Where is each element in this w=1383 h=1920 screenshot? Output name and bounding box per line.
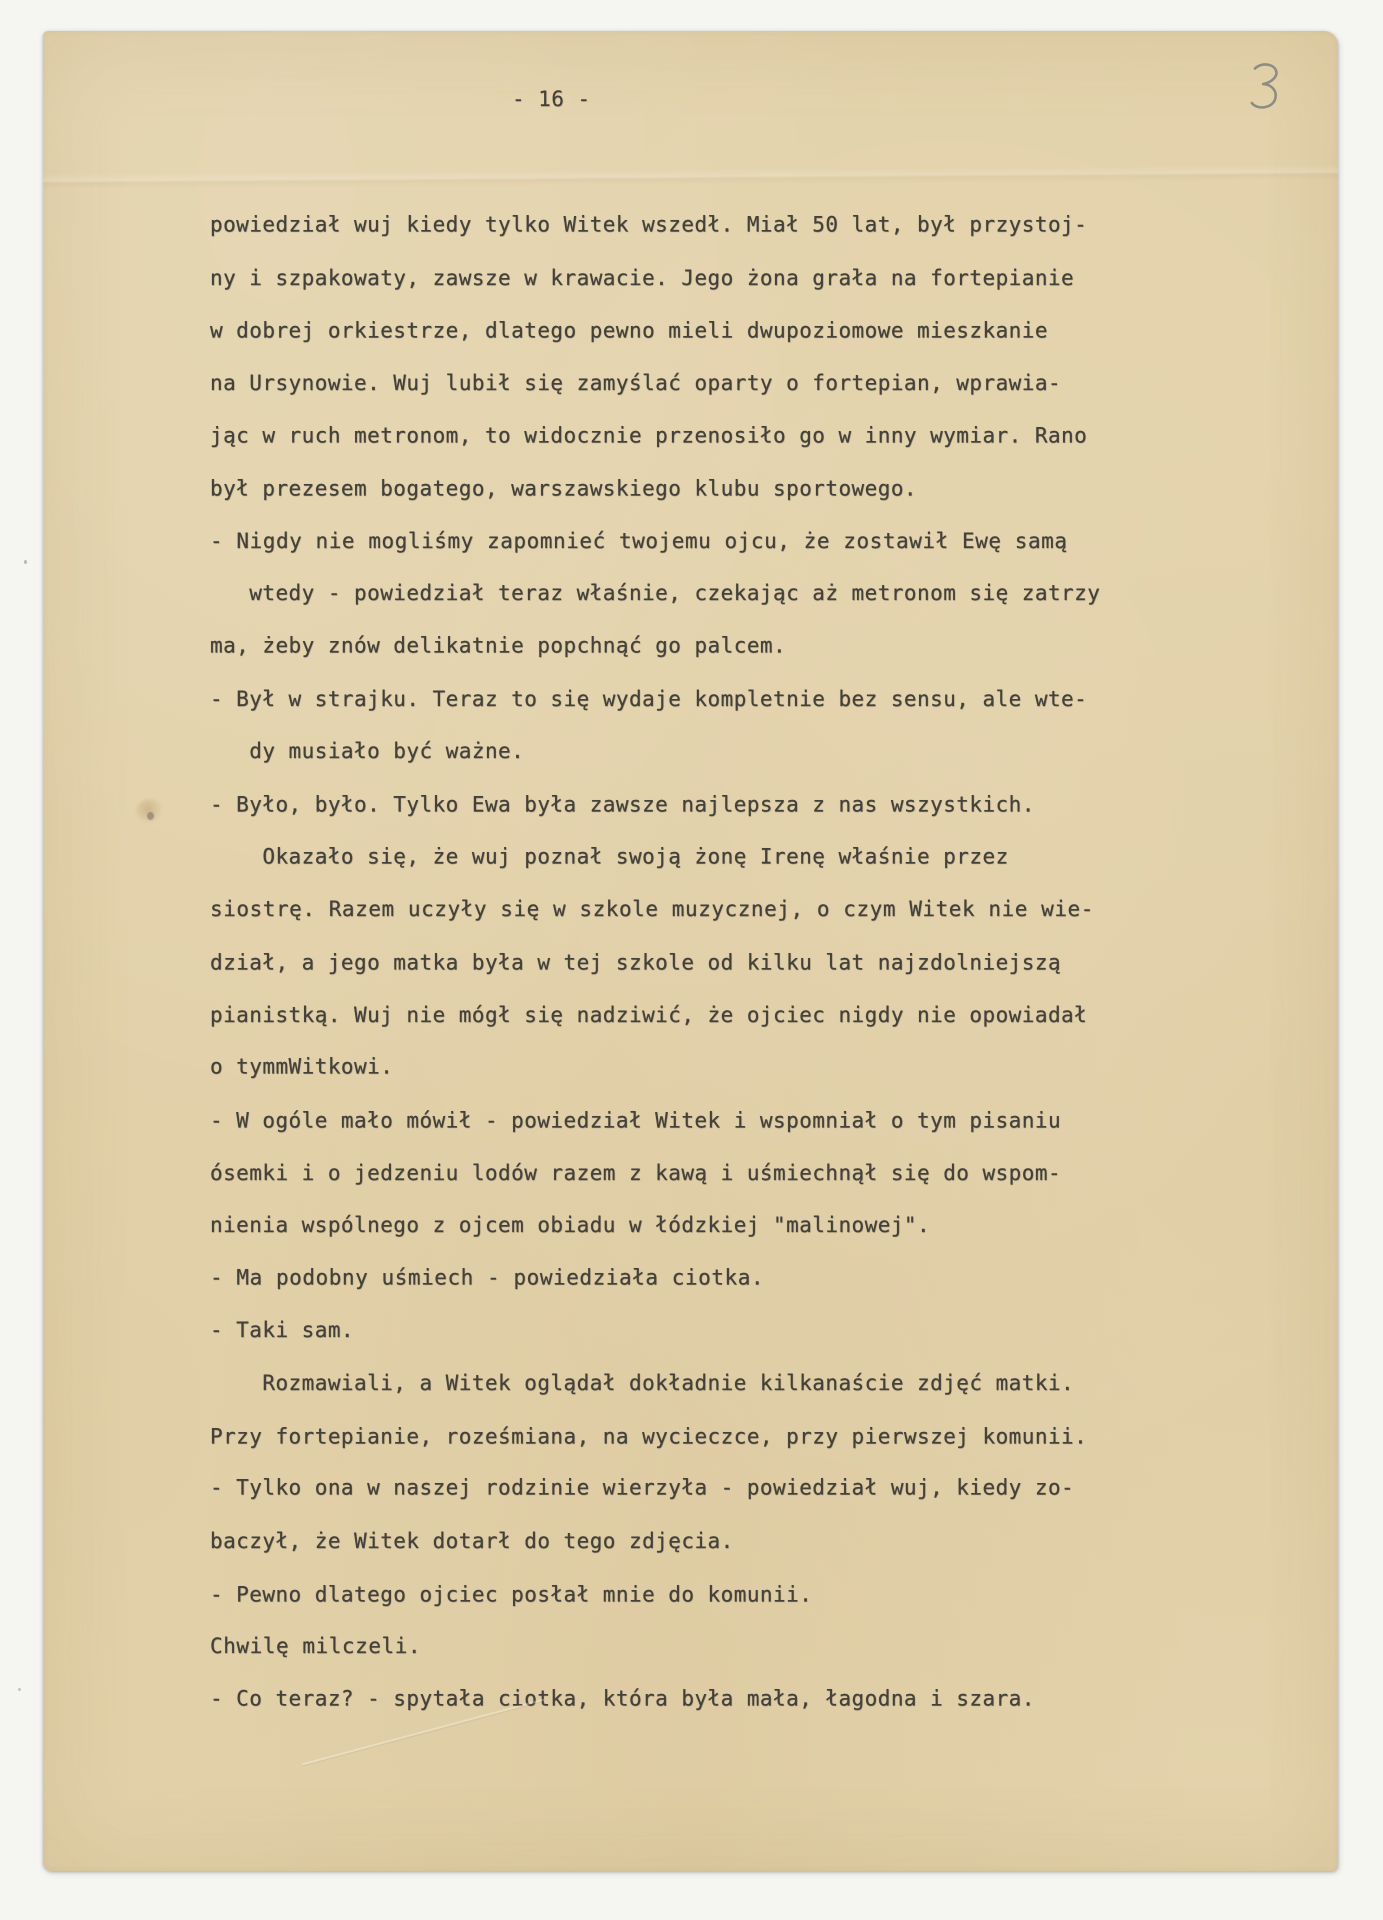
text-line: nienia wspólnego z ojcem obiadu w łódzkiej "malinowej". — [210, 1213, 931, 1238]
handwritten-three-icon — [1242, 59, 1287, 115]
text-line: Rozmawiali, a Witek oglądał dokładnie kilkanaście zdjęć matki. — [210, 1371, 1075, 1396]
dust-speck — [18, 1688, 21, 1691]
text-line: - Był w strajku. Teraz to się wydaje kompletnie bez sensu, ale wte- — [210, 686, 1088, 711]
text-line: jąc w ruch metronom, to widocznie przenosiło go w inny wymiar. Rano — [210, 423, 1088, 448]
text-line: - Ma podobny uśmiech - powiedziała ciotka. — [210, 1265, 765, 1290]
text-line: - Nigdy nie mogliśmy zapomnieć twojemu ojcu, że zostawił Ewę samą — [210, 528, 1068, 553]
text-line: powiedział wuj kiedy tylko Witek wszedł. Miał 50 lat, był przystoj- — [210, 212, 1088, 237]
page-number: - 16 - — [512, 87, 591, 111]
stain — [136, 799, 164, 823]
document-page — [43, 31, 1338, 1871]
text-line: pianistką. Wuj nie mógł się nadziwić, że ojciec nigdy nie opowiadał — [210, 1002, 1088, 1027]
text-line: - Pewno dlatego ojciec posłał mnie do komunii. — [210, 1582, 813, 1607]
text-line: - W ogóle mało mówił - powiedział Witek i wspomniał o tym pisaniu — [210, 1108, 1062, 1133]
text-line: - Tylko ona w naszej rodzinie wierzyła - powiedział wuj, kiedy zo- — [210, 1475, 1075, 1500]
text-line: wtedy - powiedział teraz właśnie, czekając aż metronom się zatrzy — [210, 581, 1101, 606]
text-line: Chwilę milczeli. — [210, 1634, 422, 1659]
text-line: ma, żeby znów delikatnie popchnąć go palcem. — [210, 633, 787, 658]
text-line: baczył, że Witek dotarł do tego zdjęcia. — [210, 1529, 734, 1554]
text-line: - Co teraz? - spytała ciotka, która była mała, łagodna i szara. — [210, 1686, 1035, 1711]
stain-dot — [147, 812, 154, 820]
text-line: - Było, było. Tylko Ewa była zawsze najlepsza z nas wszystkich. — [210, 792, 1035, 817]
text-line: - Taki sam. — [210, 1318, 355, 1343]
typewritten-text — [210, 199, 1270, 1726]
dust-speck — [24, 560, 27, 564]
text-line: na Ursynowie. Wuj lubił się zamyślać oparty o fortepian, wprawia- — [210, 370, 1062, 395]
text-line: był prezesem bogatego, warszawskiego klubu sportowego. — [210, 476, 918, 501]
text-line: siostrę. Razem uczyły się w szkole muzycznej, o czym Witek nie wie- — [210, 897, 1094, 922]
text-line: dy musiało być ważne. — [210, 739, 525, 764]
paper-crease — [43, 164, 1338, 189]
text-line: ósemki i o jedzeniu lodów razem z kawą i uśmiechnął się do wspom- — [210, 1160, 1062, 1185]
handwritten-page-mark — [1242, 59, 1287, 115]
text-line: w dobrej orkiestrze, dlatego pewno mieli dwupoziomowe mieszkanie — [210, 318, 1048, 343]
text-line: Przy fortepianie, roześmiana, na wycieczce, przy pierwszej komunii. — [210, 1424, 1088, 1449]
text-line: o tymmWitkowi. — [210, 1054, 394, 1079]
text-line: ny i szpakowaty, zawsze w krawacie. Jego żona grała na fortepianie — [210, 265, 1075, 290]
text-line: Okazało się, że wuj poznał swoją żonę Irenę właśnie przez — [210, 844, 1009, 869]
text-line: dział, a jego matka była w tej szkole od kilku lat najzdolniejszą — [210, 950, 1062, 975]
